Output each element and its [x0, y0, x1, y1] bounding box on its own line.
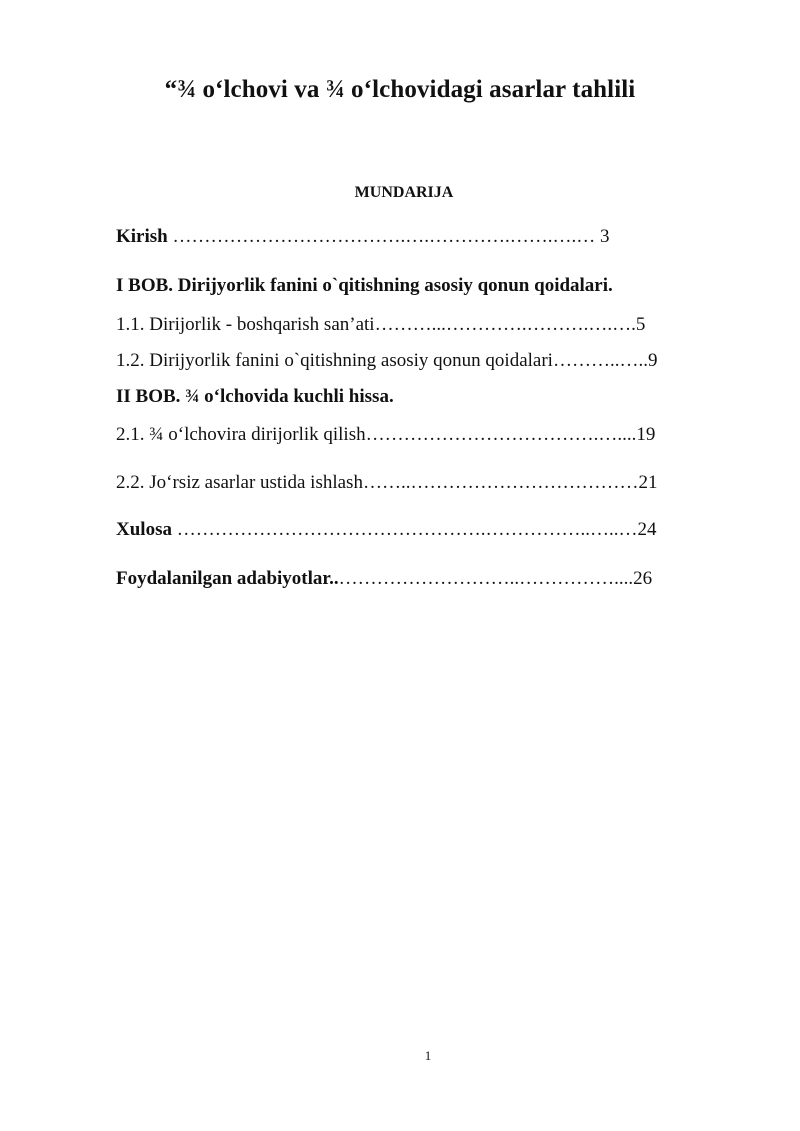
- document-title: “¾ o‘lchovi va ¾ o‘lchovidagi asarlar tahlili: [164, 76, 636, 103]
- toc-entry-label: Xulosa: [116, 519, 172, 540]
- toc-entry-1-2: [116, 350, 657, 372]
- toc-entry-leader: 1.2. Dirijyorlik fanini o`qitishning asosiy qonun qoidalari………..…..9: [116, 350, 658, 371]
- page-number: 1: [424, 1048, 432, 1063]
- toc-entry-leader: ………………………..……………....26: [338, 568, 653, 589]
- toc-entry-conclusion: [116, 519, 656, 541]
- toc-entry-leader: 2.2. Jo‘rsiz asarlar ustida ishlash……..………………………………21: [116, 472, 658, 493]
- toc-entry-leader: 2.1. ¾ o‘lchovira dirijorlik qilish……………………………….…....19: [116, 424, 656, 445]
- toc-entry-leader: ……………………………….….………….…….….… 3: [167, 226, 610, 247]
- toc-heading: MUNDARIJA: [354, 184, 454, 201]
- toc-entry-chapter-2: [116, 386, 394, 408]
- toc-entry-leader: ………………………………………….……………..…..…24: [171, 519, 657, 540]
- toc-entry-2-2: [116, 472, 657, 494]
- toc-entry-references: [116, 568, 652, 590]
- toc-entry-label: I BOB. Dirijyorlik fanini o`qitishning asosiy qonun qoidalari.: [116, 275, 613, 296]
- toc-entry-1-1: [116, 314, 645, 336]
- toc-entry-2-1: [116, 424, 655, 446]
- toc-entry-intro: [116, 226, 609, 248]
- toc-entry-leader: 1.1. Dirijorlik - boshqarish san’ati………...………….……….….….5: [116, 314, 646, 335]
- toc-entry-label: II BOB. ¾ o‘lchovida kuchli hissa.: [116, 386, 394, 407]
- toc-entry-label: Foydalanilgan adabiyotlar..: [116, 568, 339, 589]
- toc-entry-label: Kirish: [116, 226, 168, 247]
- toc-entry-chapter-1: [116, 275, 613, 297]
